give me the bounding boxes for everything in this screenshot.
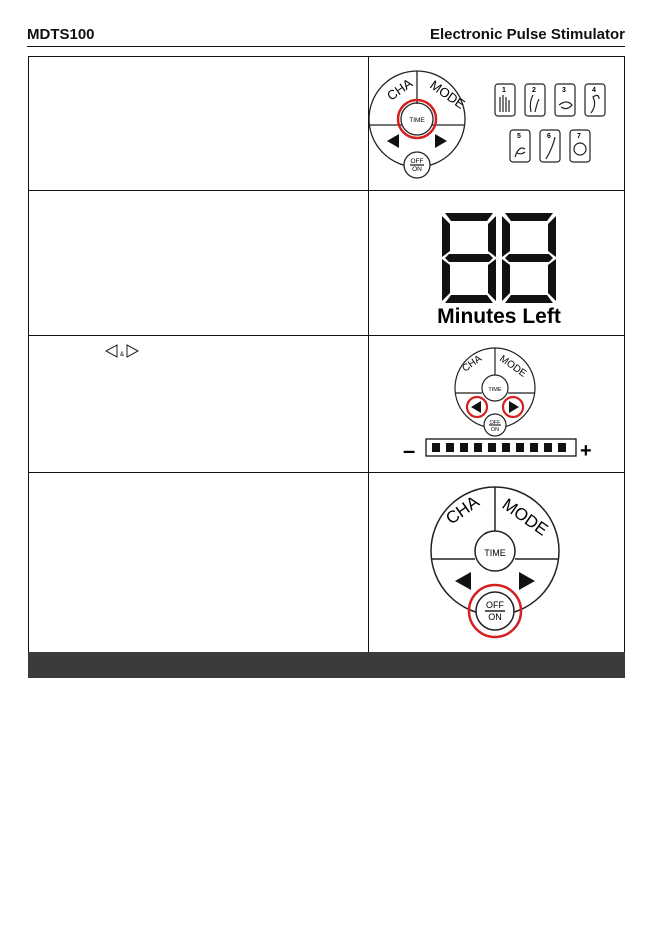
mode-icon-7: 7: [577, 133, 581, 140]
inline-arrows-sep: &: [119, 352, 125, 358]
section-header-bar: [28, 652, 625, 678]
step-row-power: [29, 473, 625, 661]
mode-icon-1: 1: [502, 87, 506, 94]
intensity-segment: [446, 443, 454, 452]
header-product: Electronic Pulse Stimulator: [429, 26, 625, 43]
mode-label: MODE: [498, 494, 552, 540]
step-text-cell: [29, 473, 369, 661]
intensity-segment: [502, 443, 510, 452]
intensity-segment: [544, 443, 552, 452]
step-row-mode: [29, 57, 625, 191]
step-text-cell: [29, 57, 369, 191]
time-label: TIME: [484, 548, 506, 558]
intensity-segment: [516, 443, 524, 452]
intensity-segment: [558, 443, 566, 452]
intensity-segment: [432, 443, 440, 452]
minutes-left-label: Minutes Left: [437, 305, 561, 328]
mode-icon-6: 6: [547, 133, 551, 140]
intensity-segment: [474, 443, 482, 452]
step-figure-cell: [369, 191, 625, 336]
mode-icon-3: 3: [562, 87, 566, 94]
off-label: OFF: [486, 600, 504, 610]
mode-icon-5: 5: [517, 133, 521, 140]
on-label: ON: [488, 612, 502, 622]
intensity-minus: –: [403, 438, 416, 463]
time-label: TIME: [409, 117, 425, 124]
mode-icons: [495, 84, 605, 162]
mode-icon-4: 4: [592, 87, 596, 94]
intensity-segments: [432, 443, 566, 452]
step-row-timer: [29, 191, 625, 336]
mode-label: MODE: [427, 77, 468, 112]
step-figure-cell: [369, 473, 625, 661]
mode-icon-2: 2: [532, 87, 536, 94]
mode-label: MODE: [497, 353, 529, 380]
intensity-segment: [460, 443, 468, 452]
step-row-intensity: [29, 336, 625, 473]
step-text-cell: [29, 336, 369, 473]
timer-display: [369, 191, 624, 330]
instruction-table: [28, 56, 625, 661]
seven-segment-digits: [442, 213, 556, 303]
controller-diagram-power: [369, 473, 624, 655]
cha-label: CHA: [460, 353, 485, 375]
off-label: OFF: [410, 158, 424, 165]
cha-label: CHA: [384, 75, 416, 104]
header-rule: [27, 46, 625, 47]
step-figure-cell: [369, 336, 625, 473]
time-label: TIME: [488, 387, 502, 393]
cha-label: CHA: [442, 492, 483, 529]
controller-diagram-small: [369, 57, 624, 185]
intensity-plus: +: [580, 440, 592, 462]
step-text-cell: [29, 191, 369, 336]
intensity-segment: [530, 443, 538, 452]
on-label: ON: [412, 166, 422, 173]
off-label: OFF: [489, 420, 501, 426]
inline-arrows-icon: [105, 344, 139, 358]
intensity-segment: [488, 443, 496, 452]
step-figure-cell: [369, 57, 625, 191]
controller-diagram-intensity: [369, 336, 624, 467]
header-model: MDTS100: [27, 26, 95, 43]
on-label: ON: [490, 427, 500, 433]
